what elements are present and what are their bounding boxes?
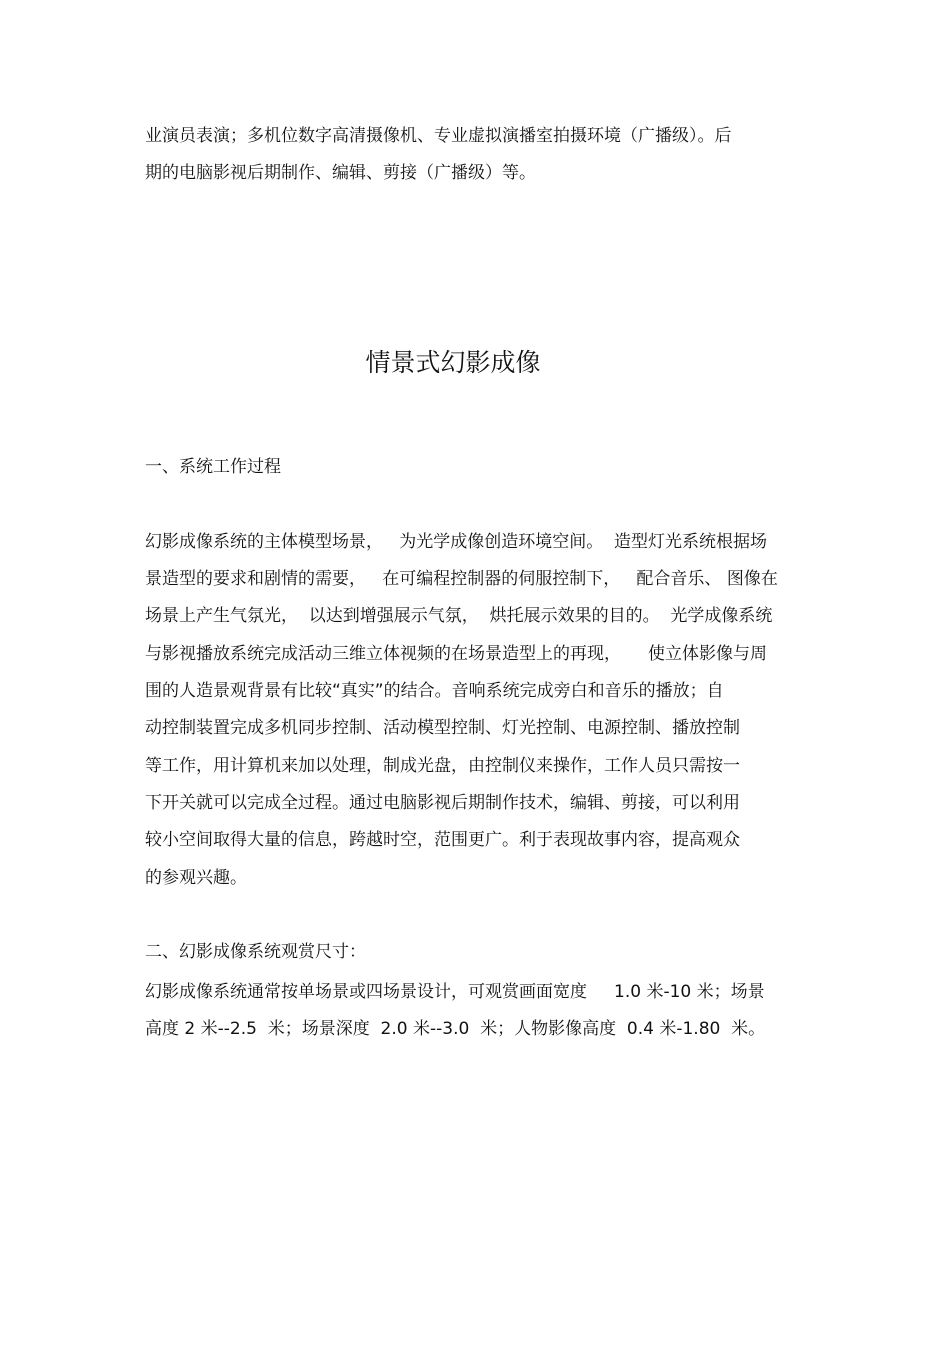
section1-line-10: 的参观兴趣。 — [145, 868, 247, 888]
section2-heading: 二、幻影成像系统观赏尺寸： — [145, 942, 366, 962]
section1-line-6: 动控制装置完成多机同步控制、活动模型控制、灯光控制、电源控制、播放控制 — [145, 718, 740, 738]
page-title: 情景式幻影成像 — [365, 348, 541, 377]
section1-line-2: 景造型的要求和剧情的需要， 在可编程控制器的伺服控制下， 配合音乐、 图像在 — [145, 569, 778, 589]
section1-line-4: 与影视播放系统完成活动三维立体视频的在场景造型上的再现， 使立体影像与周 — [145, 644, 768, 664]
section2-line-1: 幻影成像系统通常按单场景或四场景设计，可观赏画面宽度 1.0 米-10 米；场景 — [145, 982, 765, 1002]
section1-line-8: 下开关就可以完成全过程。通过电脑影视后期制作技术，编辑、剪接，可以利用 — [145, 793, 740, 813]
intro-line-2: 期的电脑影视后期制作、编辑、剪接（广播级）等。 — [145, 163, 536, 183]
section1-line-9: 较小空间取得大量的信息，跨越时空，范围更广。利于表现故事内容，提高观众 — [145, 830, 740, 850]
section1-line-5: 围的人造景观背景有比较“真实”的结合。音响系统完成旁白和音乐的播放；自 — [145, 681, 724, 701]
section1-line-7: 等工作，用计算机来加以处理，制成光盘，由控制仪来操作，工作人员只需按一 — [145, 756, 740, 776]
section1-line-1: 幻影成像系统的主体模型场景， 为光学成像创造环境空间。 造型灯光系统根据场 — [145, 532, 768, 552]
section1-heading: 一、系统工作过程 — [145, 457, 281, 477]
intro-line-1: 业演员表演；多机位数字高清摄像机、专业虚拟演播室拍摄环境（广播级）。后 — [145, 126, 732, 146]
section2-line-2: 高度 2 米--2.5 米；场景深度 2.0 米--3.0 米；人物影像高度 0.4 米-1.80 米。 — [145, 1019, 766, 1039]
section1-line-3: 场景上产生气氛光， 以达到增强展示气氛， 烘托展示效果的目的。 光学成像系统 — [145, 606, 773, 626]
